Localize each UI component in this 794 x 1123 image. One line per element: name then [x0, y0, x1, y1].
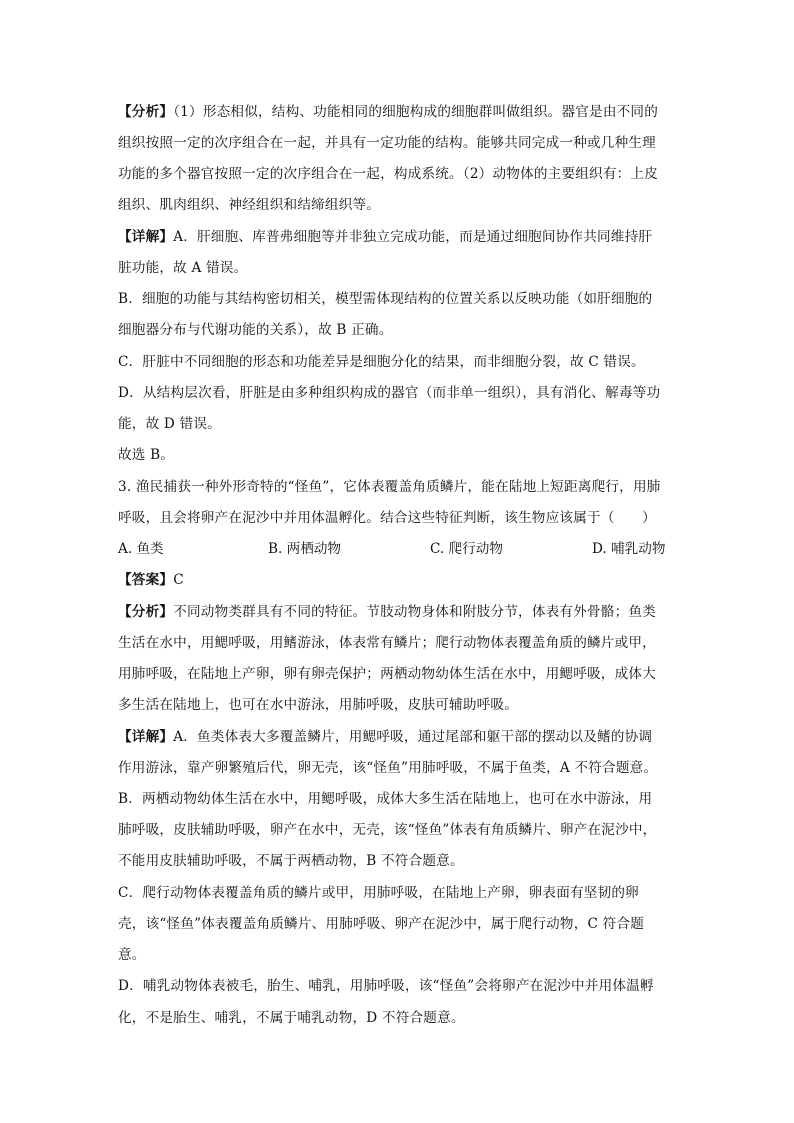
- detail-3-line-9: D．哺乳动物体表被毛，胎生、哺乳，用肺呼吸，该“怪鱼”会将卵产在泥沙中并用体温孵: [118, 978, 654, 994]
- answer-value: C: [173, 572, 184, 588]
- analysis-3-line-2: 生活在水中，用鳃呼吸，用鳍游泳，体表常有鳞片；爬行动物体表覆盖角质的鳞片或甲，: [118, 635, 656, 651]
- detail-3-line-4: 肺呼吸，皮肤辅助呼吸，卵产在水中，无壳，该“怪鱼”体表有角质鳞片、卵产在泥沙中，: [118, 822, 657, 838]
- answer-3: [118, 570, 678, 590]
- question-3-stem-line-2: 呼吸，且会将卵产在泥沙中并用体温孵化。结合这些特征判断，该生物应该属于（ ）: [118, 510, 656, 526]
- answer-tag: 【答案】: [118, 572, 174, 588]
- analysis-tag: 【分析】: [118, 104, 174, 120]
- analysis-3-line-3: 用肺呼吸，在陆地上产卵，卵有卵壳保护；两栖动物幼体生活在水中，用鳃呼吸，成体大: [118, 666, 656, 682]
- detail-3-line-3: B．两栖动物幼体生活在水中，用鳃呼吸，成体大多生活在陆地上，也可在水中游泳，用: [118, 791, 653, 807]
- detail-2-line-3: B．细胞的功能与其结构密切相关，模型需体现结构的位置关系以反映功能（如肝细胞的: [118, 291, 653, 307]
- analysis-2-line-4: 组织、肌肉组织、神经组织和结缔组织等。: [118, 197, 381, 213]
- analysis-3-line-4: 多生活在陆地上，也可在水中游泳，用肺呼吸，皮肤可辅助呼吸。: [118, 697, 519, 713]
- option-d: D. 哺乳动物: [592, 541, 666, 557]
- option-a: A. 鱼类: [118, 541, 164, 557]
- detail-2-line-1: 【详解】A．肝细胞、库普弗细胞等并非独立完成功能，而是通过细胞间协作共同维持肝: [118, 229, 653, 245]
- detail-3-line-6: C．爬行动物体表覆盖角质的鳞片或甲，用肺呼吸，在陆地上产卵，卵表面有坚韧的卵: [118, 885, 639, 901]
- analysis-2-line-3: 功能的多个器官按照一定的次序组合在一起，构成系统。（2）动物体的主要组织有：上皮: [118, 166, 659, 182]
- detail-2-line-2: 脏功能，故 A 错误。: [118, 260, 248, 276]
- detail-2-line-4: 细胞器分布与代谢功能的关系），故 B 正确。: [118, 322, 393, 338]
- question-3-stem-line-1: 3. 渔民捕获一种外形奇特的“怪鱼”，它体表覆盖角质鳞片，能在陆地上短距离爬行，用肺: [118, 479, 661, 495]
- detail-3-line-1: 【详解】A．鱼类体表大多覆盖鳞片，用鳃呼吸，通过尾部和躯干部的摆动以及鳍的协调: [118, 729, 653, 745]
- detail-3-line-8: 意。: [118, 947, 146, 963]
- analysis-tag: 【分析】: [118, 604, 174, 620]
- analysis-2-line-1: 【分析】（1）形态相似，结构、功能相同的细胞构成的细胞群叫做组织。器官是由不同的: [118, 104, 659, 120]
- detail-2-line-6: D．从结构层次看，肝脏是由多种组织构成的器官（而非单一组织），具有消化、解毒等功: [118, 385, 661, 401]
- detail-3-line-2: 作用游泳，靠产卵繁殖后代，卵无壳，该“怪鱼”用肺呼吸，不属于鱼类，A 不符合题意。: [118, 760, 658, 776]
- detail-2-line-5: C．肝脏中不同细胞的形态和功能差异是细胞分化的结果，而非细胞分裂，故 C 错误。: [118, 354, 645, 370]
- detail-tag: 【详解】: [118, 229, 174, 245]
- analysis-2-line-2: 组织按照一定的次序组合在一起，并具有一定功能的结构。能够共同完成一种或几种生理: [118, 135, 656, 151]
- detail-tag: 【详解】: [118, 729, 174, 745]
- detail-2-line-7: 能，故 D 错误。: [118, 416, 221, 432]
- option-c: C. 爬行动物: [430, 541, 503, 557]
- detail-3-line-10: 化，不是胎生、哺乳，不属于哺乳动物，D 不符合题意。: [118, 1010, 465, 1026]
- option-b: B. 两栖动物: [268, 541, 342, 557]
- analysis-3-line-1: 【分析】不同动物类群具有不同的特征。节肢动物身体和附肢分节，体表有外骨骼；鱼类: [118, 604, 656, 620]
- detail-3-line-5: 不能用皮肤辅助呼吸，不属于两栖动物，B 不符合题意。: [118, 853, 464, 869]
- detail-2-conclusion: 故选 B。: [118, 447, 175, 463]
- detail-3-line-7: 壳，该“怪鱼”体表覆盖角质鳞片、用肺呼吸、卵产在泥沙中，属于爬行动物，C 符合题: [118, 916, 644, 932]
